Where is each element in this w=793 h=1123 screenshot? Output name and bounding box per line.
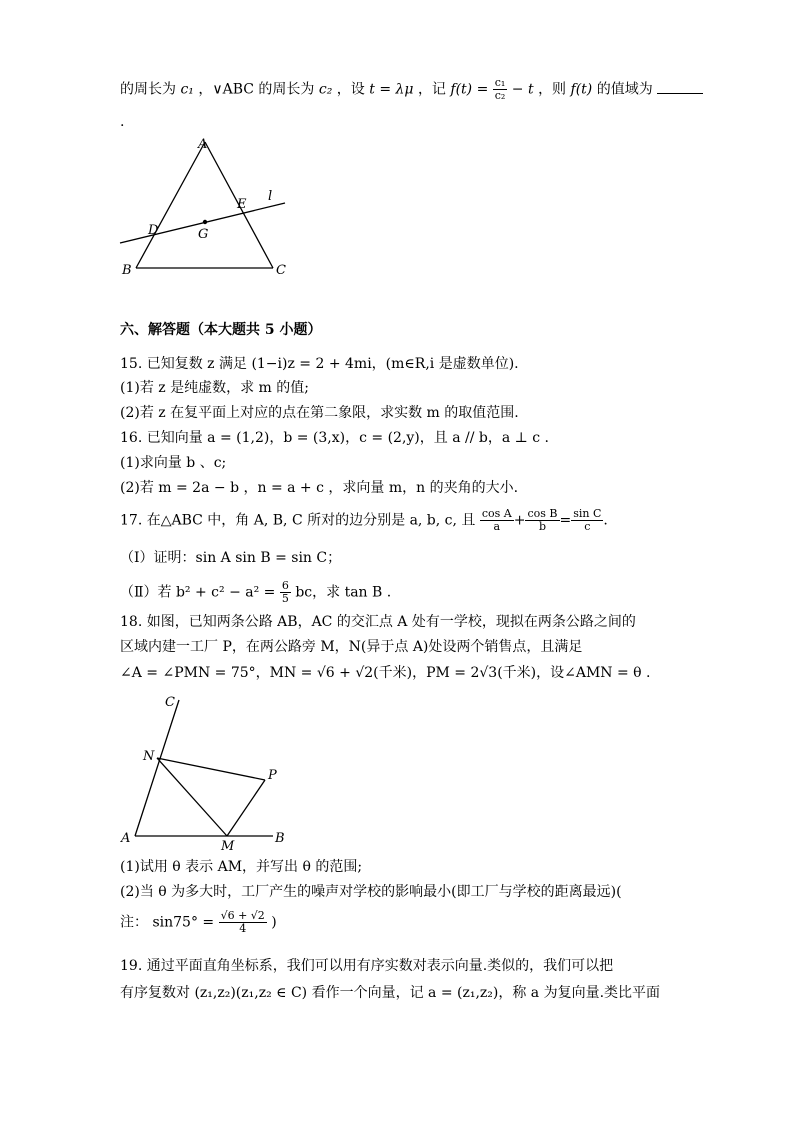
q14-frac-den: c₂ <box>494 89 506 102</box>
side-ab <box>136 142 205 268</box>
segment-pm <box>227 780 265 836</box>
q17-frac-cosb <box>525 508 559 533</box>
answer-blank[interactable] <box>657 79 703 94</box>
q17-part1: （Ⅰ）证明：sin A sin B = sin C； <box>120 550 342 566</box>
q17-frac-cosa <box>480 508 514 533</box>
q17-part2 <box>120 580 391 605</box>
q17-frac3-den: c <box>584 520 591 533</box>
q14-c1: c₁ <box>180 81 194 98</box>
q17-p2-den: 5 <box>281 592 289 605</box>
q17-eq: = <box>559 512 572 529</box>
q19-line1: 19. 通过平面直角坐标系，我们可以用有序实数对表示向量.类似的，我们可以把 <box>120 958 614 974</box>
q17-plus: + <box>513 512 526 529</box>
q17-frac2-den: b <box>538 520 547 533</box>
q16-part1: (1)求向量 b 、c; <box>120 455 227 471</box>
q18-note-frac <box>219 910 267 935</box>
q18-note-text: 注： sin75° = <box>120 914 215 931</box>
label-a: A <box>198 137 208 152</box>
q17-frac-sinc <box>571 508 603 533</box>
roads-figure <box>115 690 300 852</box>
label-e: E <box>237 197 247 212</box>
q14-text-h: 的值域为 <box>596 81 653 98</box>
q14-frac-num: c₁ <box>494 76 506 89</box>
q17-frac3-num: sin C <box>573 507 602 520</box>
label-b: B <box>122 263 132 278</box>
q17-frac1-den: a <box>493 520 501 533</box>
q14-line1 <box>120 77 703 102</box>
q17-frac1-num: cos A <box>481 507 512 520</box>
q14-text-b: ，∨ABC 的周长为 <box>198 81 315 98</box>
q17-end: . <box>603 512 608 529</box>
q18-line2: 区域内建一工厂 P，在两公路旁 M，N(异于点 A)处设两个销售点，且满足 <box>120 639 583 655</box>
label-c2: C <box>165 695 175 710</box>
q14-minus-t: − t <box>511 81 534 98</box>
q14-ft: f(t) <box>570 81 593 98</box>
q18-line1: 18. 如图，已知两条公路 AB，AC 的交汇点 A 处有一学校，现拟在两条公路之间的 <box>120 614 636 630</box>
q17-p2-text: （Ⅱ）若 b² + c² − a² = <box>120 584 276 601</box>
q14-fraction <box>493 77 508 102</box>
q18-note-num: √6 + √2 <box>220 909 265 922</box>
label-b2: B <box>275 831 285 846</box>
label-l: l <box>268 189 273 204</box>
section-title: 六、解答题（本大题共 5 小题） <box>120 322 322 338</box>
q16-part2: (2)若 m = 2a − b ，n = a + c ，求向量 m，n 的夹角的大小. <box>120 480 519 496</box>
q15-part2: (2)若 z 在复平面上对应的点在第二象限，求实数 m 的取值范围. <box>120 405 519 421</box>
label-m: M <box>221 839 235 852</box>
q17-frac-65 <box>280 580 291 605</box>
q18-note <box>120 910 277 935</box>
q14-f: f(t) = <box>450 81 489 98</box>
q14-text-g: ，则 <box>538 81 567 98</box>
triangle-figure <box>110 132 310 282</box>
q17-stem <box>120 508 608 533</box>
q14-text-d: ，记 <box>417 81 446 98</box>
point-g <box>203 220 207 224</box>
q14-text-c: ，设 <box>336 81 365 98</box>
q17-p2-num: 6 <box>281 579 289 592</box>
q17-text: 17. 在△ABC 中，角 A, B, C 所对的边分别是 a, b, c, 且 <box>120 512 476 529</box>
q18-part2: (2)当 θ 为多大时，工厂产生的噪声对学校的影响最小(即工厂与学校的距离最远)( <box>120 884 622 900</box>
q18-note-close: ) <box>271 914 277 931</box>
q17-frac2-num: cos B <box>527 507 558 520</box>
label-n: N <box>143 749 155 764</box>
q16-stem: 16. 已知向量 a = (1,2)，b = (3,x)，c = (2,y)，且 a // b，a ⊥ c . <box>120 430 550 446</box>
q15-stem: 15. 已知复数 z 满足 (1−i)z = 2 + 4mi，(m∈R,i 是虚数单位). <box>120 356 519 372</box>
label-d: D <box>148 223 159 238</box>
label-a2: A <box>121 831 131 846</box>
q18-part1: (1)试用 θ 表示 AM，并写出 θ 的范围; <box>120 859 363 875</box>
q18-note-den: 4 <box>239 922 247 935</box>
q14-t: t = λμ <box>369 81 414 98</box>
q19-line2: 有序复数对 (z₁,z₂)(z₁,z₂ ∈ C) 看作一个向量，记 a = (z₁,z₂)，称 a 为复向量.类比平面 <box>120 985 661 1001</box>
q18-line3: ∠A = ∠PMN = 75°，MN = √6 + √2(千米)，PM = 2√3(千米)，设∠AMN = θ . <box>120 665 651 681</box>
label-g: G <box>198 227 209 242</box>
label-p: P <box>268 768 277 783</box>
label-c: C <box>276 263 286 278</box>
q15-part1: (1)若 z 是纯虚数，求 m 的值; <box>120 380 309 396</box>
road-ac <box>135 700 179 836</box>
q14-c2: c₂ <box>318 81 333 98</box>
q14-line2: . <box>120 114 125 130</box>
q14-text-a: 的周长为 <box>120 81 176 98</box>
q17-p2-tail: bc，求 tan B . <box>295 584 392 601</box>
